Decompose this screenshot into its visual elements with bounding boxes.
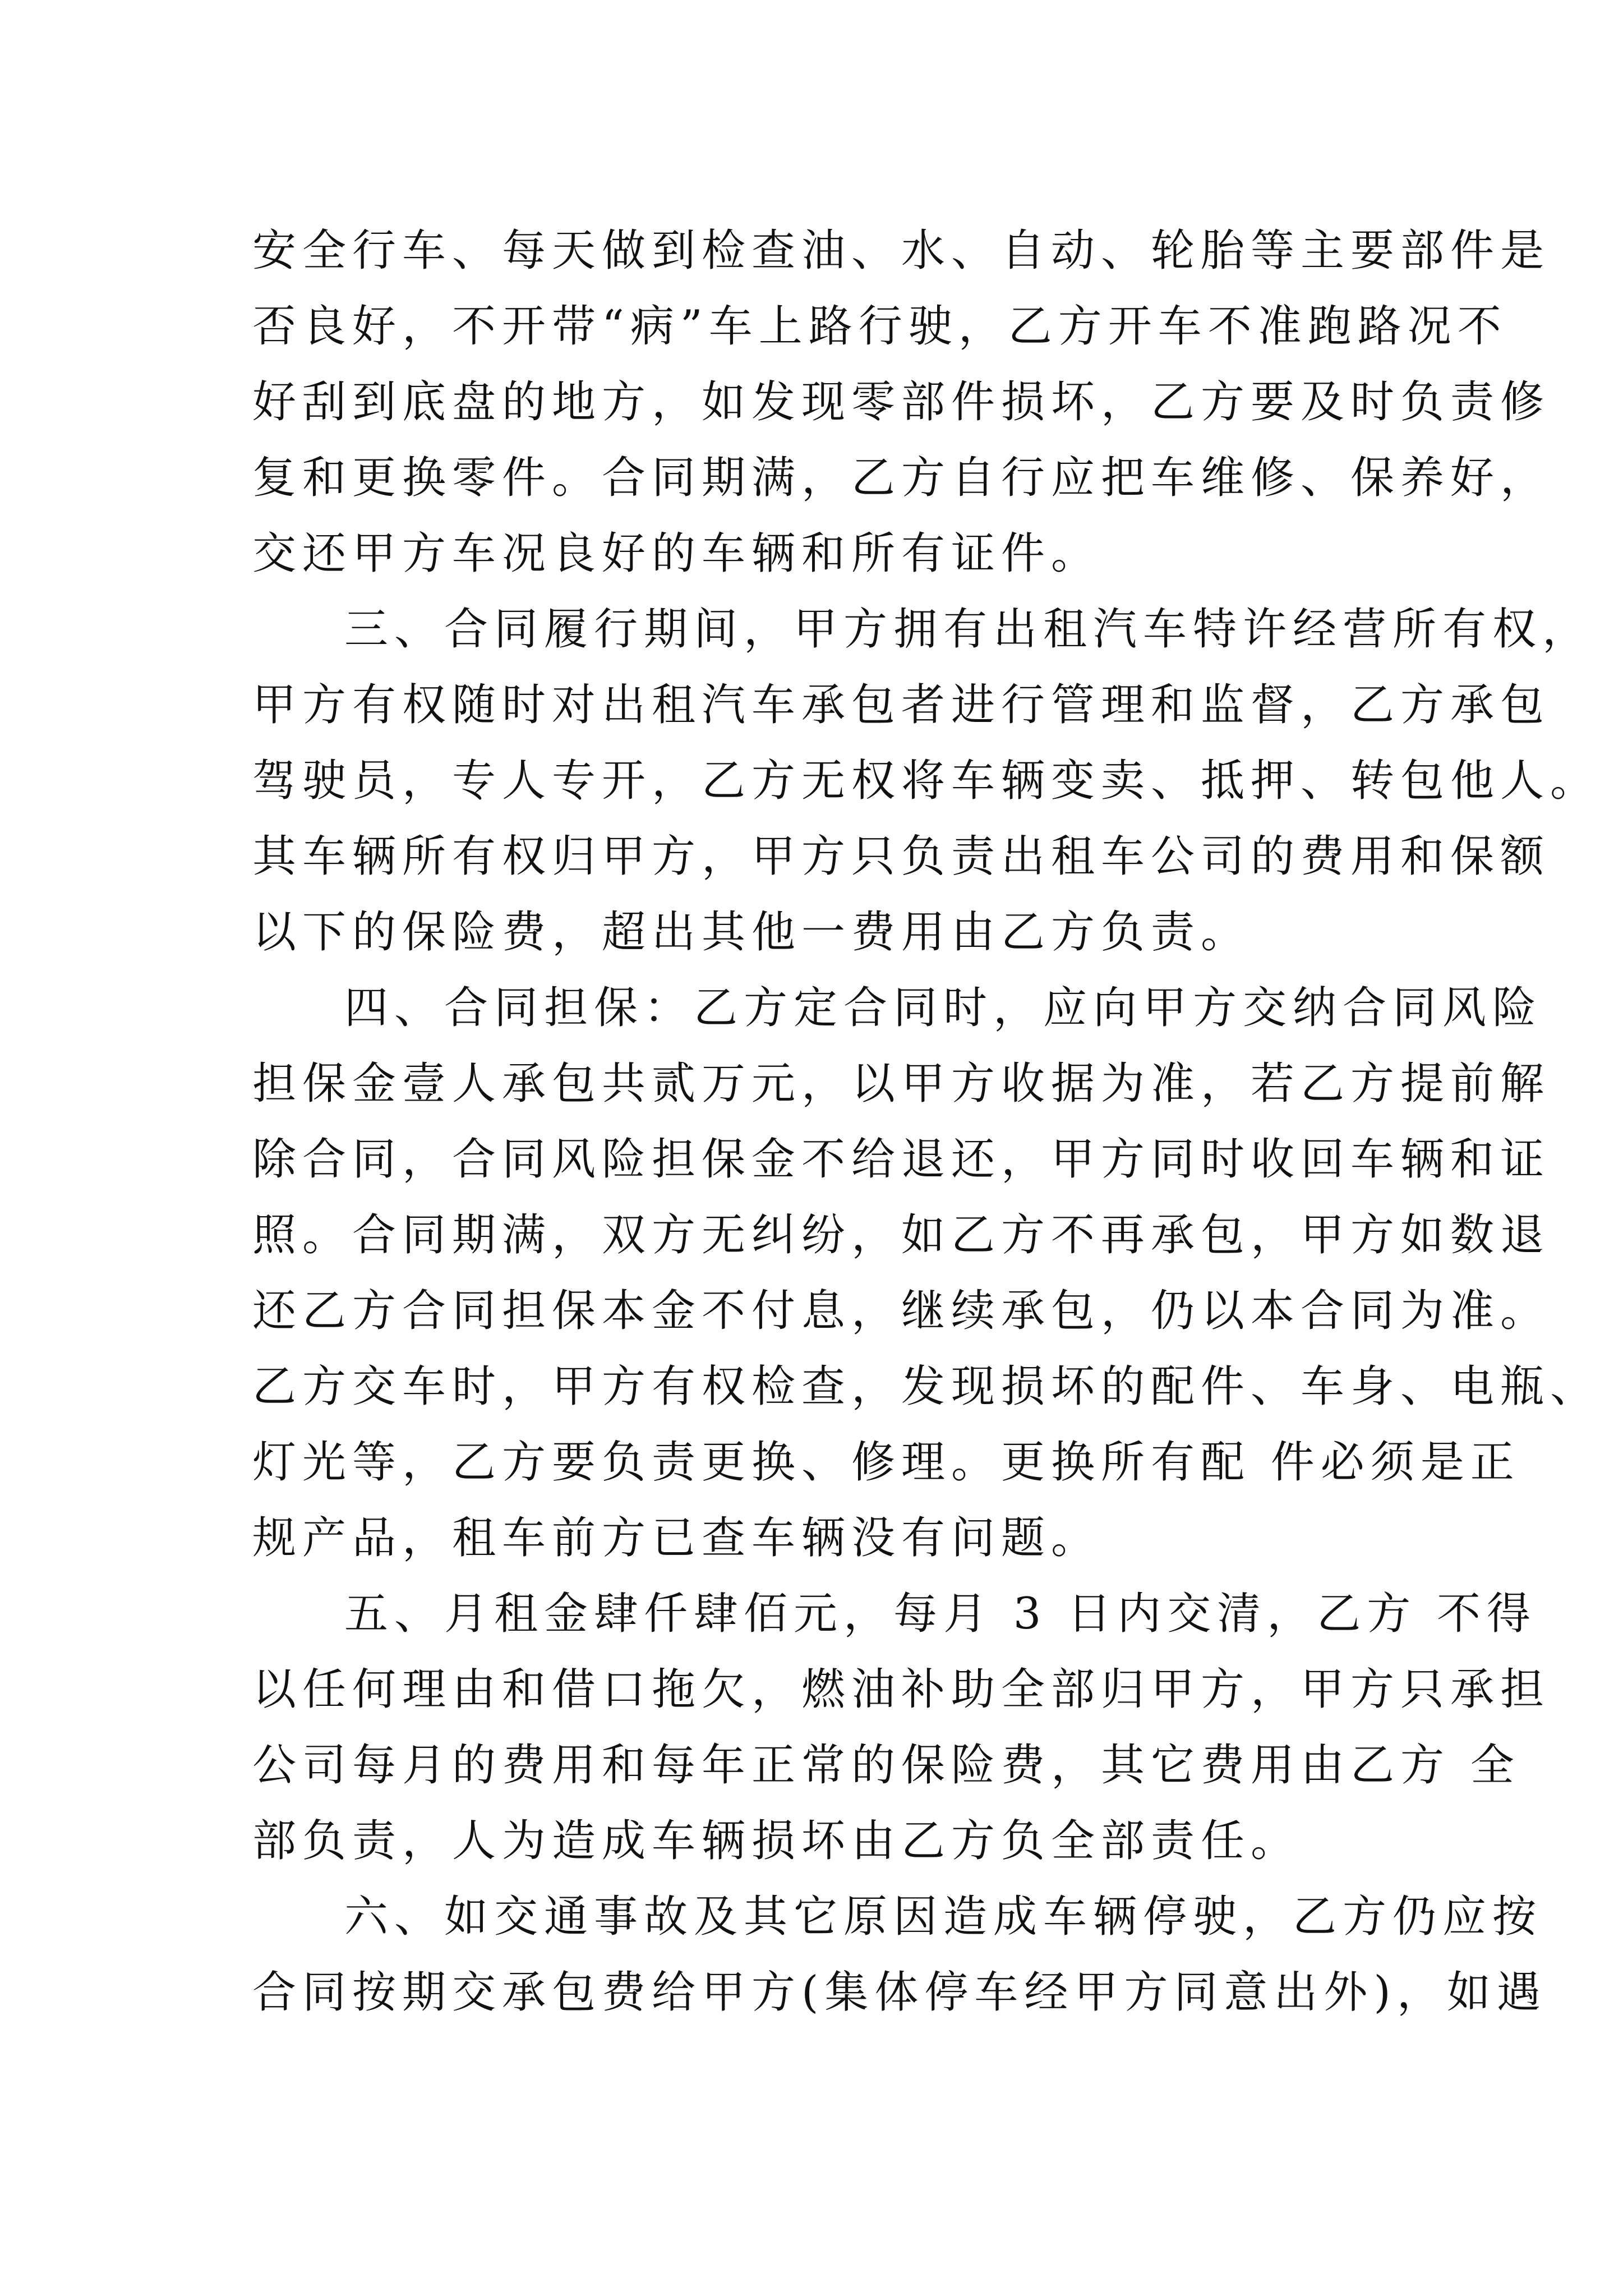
text-line: 乙方交车时，甲方有权检查，发现损坏的配件、车身、电瓶、 xyxy=(252,1361,1601,1412)
text-line: 四、合同担保：乙方定合同时，应向甲方交纳合同风险 xyxy=(344,983,1543,1033)
text-line: 公司每月的费用和每年正常的保险费，其它费用由乙方 全 xyxy=(252,1740,1520,1791)
text-line: 安全行车、每天做到检查油、水、自动、轮胎等主要部件是 xyxy=(252,226,1551,276)
paragraph-vehicle-maintenance xyxy=(252,213,1551,592)
text-line: 否良好，不开带“病”车上路行驶，乙方开车不准跑路况不 xyxy=(252,301,1507,352)
paragraph-clause-3 xyxy=(252,592,1601,970)
text-line: 部负责，人为造成车辆损坏由乙方负全部责任。 xyxy=(252,1816,1301,1866)
text-line: 三、合同履行期间，甲方拥有出租汽车特许经营所有权， xyxy=(344,604,1593,655)
text-line: 灯光等，乙方要负责更换、修理。更换所有配 件必须是正 xyxy=(252,1437,1520,1488)
text-line: 好刮到底盘的地方，如发现零部件损坏，乙方要及时负责修 xyxy=(252,377,1551,427)
text-line: 驾驶员，专人专开，乙方无权将车辆变卖、抵押、转包他人。 xyxy=(252,756,1601,806)
text-line: 以下的保险费，超出其他一费用由乙方负责。 xyxy=(252,907,1251,958)
text-line: 还乙方合同担保本金不付息，继续承包，仍以本合同为准。 xyxy=(252,1286,1551,1336)
paragraph-clause-5 xyxy=(252,1576,1551,1879)
text-line: 以任何理由和借口拖欠，燃油补助全部归甲方，甲方只承担 xyxy=(252,1664,1551,1715)
text-line: 照。合同期满，双方无纠纷，如乙方不再承包，甲方如数退 xyxy=(252,1210,1551,1260)
text-line: 交还甲方车况良好的车辆和所有证件。 xyxy=(252,528,1101,579)
text-line: 甲方有权随时对出租汽车承包者进行管理和监督，乙方承包 xyxy=(252,680,1551,730)
text-line: 六、如交通事故及其它原因造成车辆停驶，乙方仍应按 xyxy=(344,1892,1543,1942)
paragraph-clause-6 xyxy=(252,1879,1547,2031)
text-line: 除合同，合同风险担保金不给退还，甲方同时收回车辆和证 xyxy=(252,1134,1551,1185)
text-line: 合同按期交承包费给甲方(集体停车经甲方同意出外)，如遇 xyxy=(252,1967,1547,2018)
paragraph-clause-4 xyxy=(252,970,1601,1576)
document-body xyxy=(252,213,1601,2031)
text-line: 其车辆所有权归甲方，甲方只负责出租车公司的费用和保额 xyxy=(252,831,1551,882)
text-line: 担保金壹人承包共贰万元，以甲方收据为准，若乙方提前解 xyxy=(252,1059,1551,1109)
text-line: 复和更换零件。合同期满，乙方自行应把车维修、保养好， xyxy=(252,453,1551,503)
text-line: 规产品，租车前方已查车辆没有问题。 xyxy=(252,1513,1101,1563)
text-line: 五、月租金肆仟肆佰元，每月 3 日内交清，乙方 不得 xyxy=(344,1589,1537,1639)
